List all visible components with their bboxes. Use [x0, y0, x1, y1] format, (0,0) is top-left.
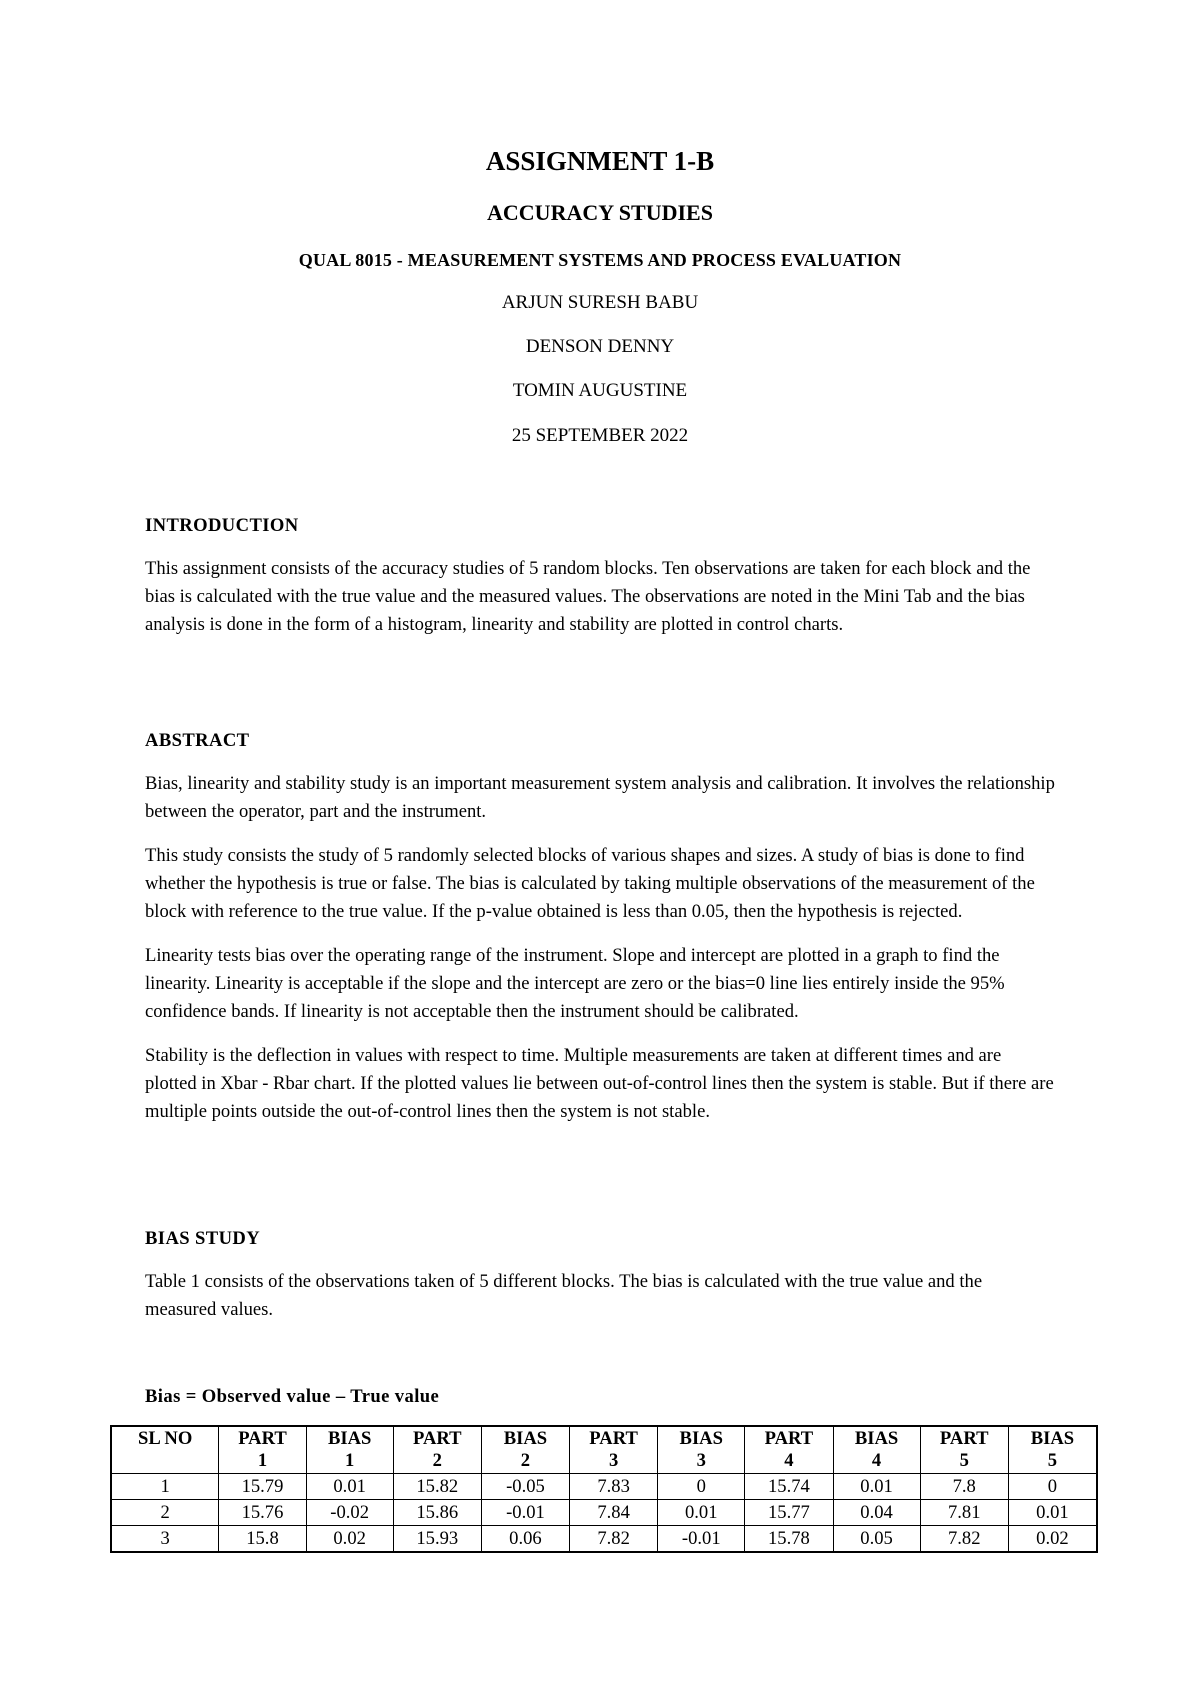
document-title: ASSIGNMENT 1-B: [485, 146, 715, 176]
table-cell: 0.02: [306, 1526, 393, 1553]
column-header: BIAS 5: [1008, 1426, 1097, 1474]
table-cell: 0: [1008, 1474, 1097, 1500]
document-date: 25 SEPTEMBER 2022: [511, 425, 689, 446]
table-cell: 0: [658, 1474, 745, 1500]
table-cell: -0.02: [306, 1500, 393, 1526]
table-cell: -0.01: [481, 1500, 569, 1526]
introduction-heading: INTRODUCTION: [145, 515, 299, 536]
table-cell: 7.81: [920, 1500, 1008, 1526]
column-header: PART 3: [570, 1426, 658, 1474]
table-cell: 0.06: [481, 1526, 569, 1553]
table-cell: 15.82: [393, 1474, 481, 1500]
table-cell: -0.01: [658, 1526, 745, 1553]
table-row: [111, 1526, 1097, 1553]
table-cell: 15.93: [393, 1526, 481, 1553]
column-header: PART 4: [745, 1426, 833, 1474]
column-header: BIAS 2: [481, 1426, 569, 1474]
table-cell: 0.01: [833, 1474, 920, 1500]
bias-table: [110, 1425, 1098, 1553]
table-cell: 7.83: [570, 1474, 658, 1500]
table-cell: 0.01: [306, 1474, 393, 1500]
table-cell: 15.77: [745, 1500, 833, 1526]
abstract-section: [145, 727, 1055, 1126]
table-cell: 15.79: [219, 1474, 306, 1500]
course-title: QUAL 8015 - MEASUREMENT SYSTEMS AND PROCESS EVALUATION: [298, 250, 902, 270]
table-cell: -0.05: [481, 1474, 569, 1500]
introduction-text: This assignment consists of the accuracy studies of 5 random blocks. Ten observations are taken for each block and the bias is calculated with the true value and the measured values. The observations are noted in the Mini Tab and the bias analysis is done in the form of a histogram, linearity and stability are plotted in control charts.: [145, 558, 1031, 635]
column-header: BIAS 3: [658, 1426, 745, 1474]
table-row: [111, 1500, 1097, 1526]
column-header: SL NO: [111, 1426, 219, 1474]
author-name: DENSON DENNY: [525, 336, 675, 357]
table-cell: 7.82: [920, 1526, 1008, 1553]
table-cell: 0.05: [833, 1526, 920, 1553]
abstract-paragraph: Bias, linearity and stability study is an important measurement system analysis and calibration. It involves the relationship between the operator, part and the instrument.: [145, 773, 1055, 822]
introduction-section: [145, 512, 1055, 639]
table-cell: 15.74: [745, 1474, 833, 1500]
column-header: PART 1: [219, 1426, 306, 1474]
bias-study-heading: BIAS STUDY: [145, 1228, 261, 1249]
abstract-paragraph: Linearity tests bias over the operating range of the instrument. Slope and intercept are plotted in a graph to find the linearity. Linearity is acceptable if the slope and the intercept are zero or the bias=0 line lies entirely inside the 95% confidence bands. If linearity is not acceptable then the instrument should be calibrated.: [145, 945, 1005, 1022]
column-header: BIAS 4: [833, 1426, 920, 1474]
abstract-paragraph: This study consists the study of 5 randomly selected blocks of various shapes and sizes. A study of bias is done to find whether the hypothesis is true or false. The bias is calculated by taking multiple observations of the measurement of the block with reference to the true value. If the p-value obtained is less than 0.05, then the hypothesis is rejected.: [145, 845, 1035, 922]
table-cell: 7.84: [570, 1500, 658, 1526]
author-name: ARJUN SURESH BABU: [501, 292, 699, 313]
table-cell: 0.01: [1008, 1500, 1097, 1526]
table-cell: 1: [111, 1474, 219, 1500]
table-cell: 0.04: [833, 1500, 920, 1526]
table-cell: 7.82: [570, 1526, 658, 1553]
table-cell: 15.76: [219, 1500, 306, 1526]
table-cell: 15.78: [745, 1526, 833, 1553]
table-cell: 0.01: [658, 1500, 745, 1526]
bias-study-section: [145, 1225, 1055, 1324]
author-name: TOMIN AUGUSTINE: [512, 380, 688, 401]
table-cell: 15.8: [219, 1526, 306, 1553]
table-cell: 3: [111, 1526, 219, 1553]
abstract-paragraph: Stability is the deflection in values with respect to time. Multiple measurements are taken at different times and are plotted in Xbar - Rbar chart. If the plotted values lie between out-of-control lines then the system is stable. But if there are multiple points outside the out-of-control lines then the system is not stable.: [145, 1045, 1054, 1122]
table-cell: 7.8: [920, 1474, 1008, 1500]
abstract-heading: ABSTRACT: [145, 730, 250, 751]
bias-formula: Bias = Observed value – True value: [145, 1386, 440, 1407]
bias-study-text: Table 1 consists of the observations taken of 5 different blocks. The bias is calculated with the true value and the measured values.: [145, 1271, 983, 1320]
column-header: PART 2: [393, 1426, 481, 1474]
table-header-row: [111, 1426, 1097, 1474]
document-subtitle: ACCURACY STUDIES: [487, 200, 713, 225]
table-cell: 0.02: [1008, 1526, 1097, 1553]
column-header: PART 5: [920, 1426, 1008, 1474]
table-cell: 2: [111, 1500, 219, 1526]
column-header: BIAS 1: [306, 1426, 393, 1474]
table-cell: 15.86: [393, 1500, 481, 1526]
table-row: [111, 1474, 1097, 1500]
